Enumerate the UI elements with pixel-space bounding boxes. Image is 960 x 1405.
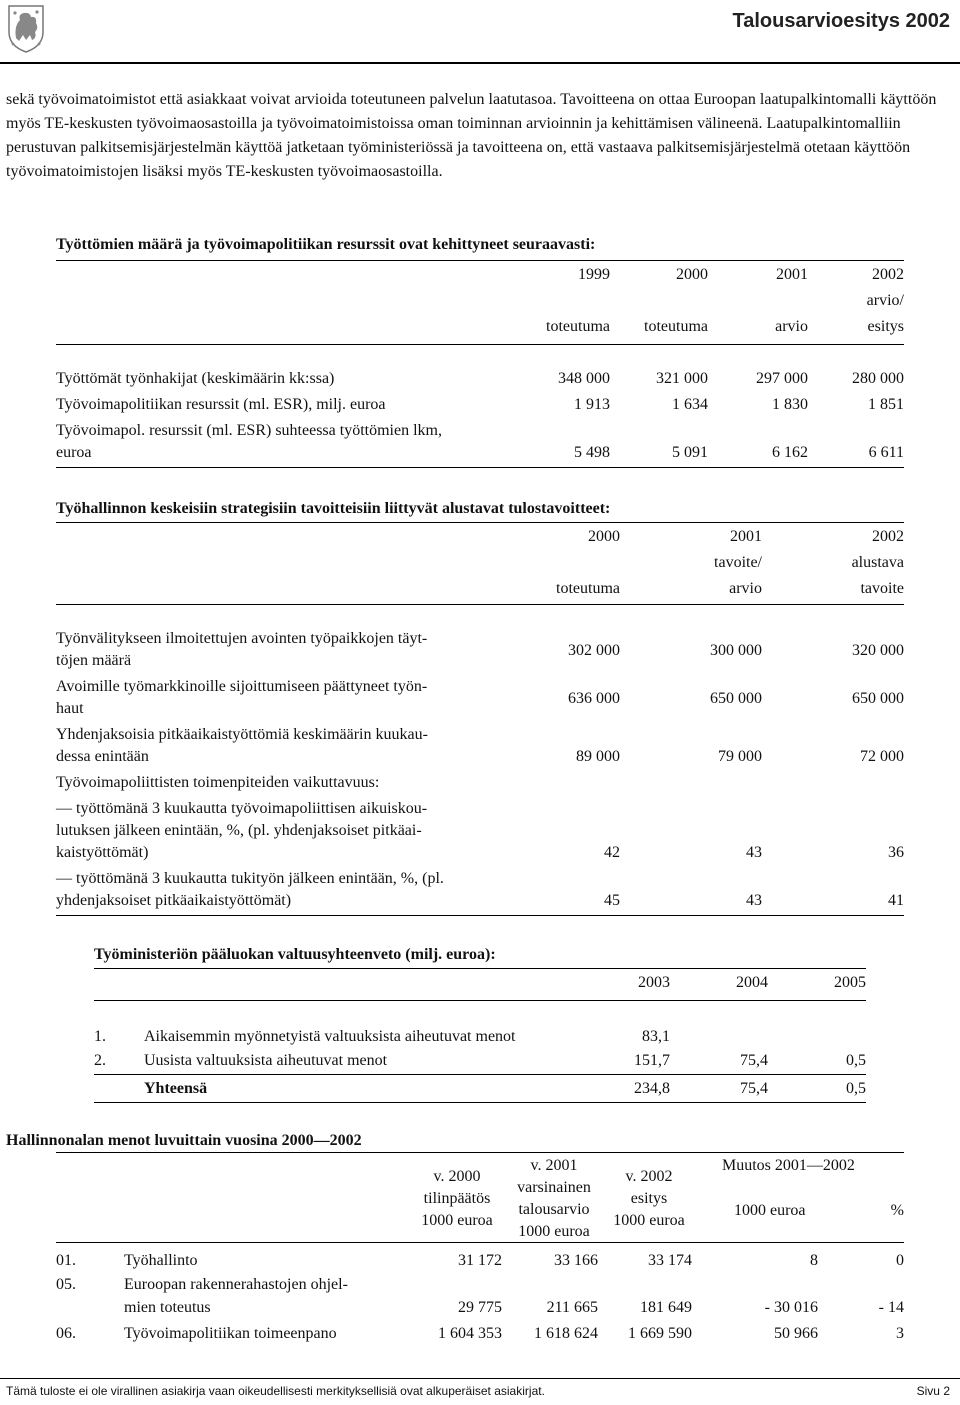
- table2-title: Työhallinnon keskeisiin strategisiin tavoitteisiin liittyvät alustavat tulostavoitteet:: [56, 500, 611, 517]
- table4-col2-line4: 1000 euroa: [518, 1223, 590, 1240]
- table1-title: Työttömien määrä ja työvoimapolitiikan resurssit ovat kehittyneet seuraavasti:: [56, 236, 596, 253]
- table2-row2-v3: 650 000: [852, 690, 904, 707]
- table1-row3-label: Työvoimapol. resurssit (ml. ESR) suhteessa työttömien lkm,: [56, 422, 442, 439]
- table3-header-rule: [94, 1000, 866, 1001]
- table2-sub1-2001: tavoite/: [714, 554, 762, 571]
- table1-top-rule: [56, 260, 904, 261]
- table3-total-v3: 0,5: [846, 1080, 866, 1097]
- table1-year-2001: 2001: [776, 266, 808, 283]
- table4-row1-v5: 0: [896, 1252, 904, 1269]
- table3-row1-num: 1.: [94, 1028, 106, 1045]
- table3-row2-v3: 0,5: [846, 1052, 866, 1069]
- table4-row3-v1: 1 604 353: [438, 1325, 502, 1342]
- table4-row2-v4: - 30 016: [764, 1299, 818, 1316]
- table3-year-2003: 2003: [638, 974, 670, 991]
- table2-row3-v2: 79 000: [718, 748, 762, 765]
- table1-row1-v3: 297 000: [756, 370, 808, 387]
- table2-effect2-v3: 41: [888, 892, 904, 909]
- table3-bottom-rule: [94, 1102, 866, 1103]
- table2-row1-v3: 320 000: [852, 642, 904, 659]
- footer-rule: [0, 1378, 960, 1379]
- table2-row3-v1: 89 000: [576, 748, 620, 765]
- table2-row1-label2: töjen määrä: [56, 652, 132, 669]
- table2-row1-label: Työnvälitykseen ilmoitettujen avointen työpaikkojen täyt-: [56, 630, 428, 647]
- table4-col3-line2: esitys: [630, 1190, 668, 1207]
- footer-disclaimer: Tämä tuloste ei ole virallinen asiakirja vaan oikeudellisesti merkityksellisiä ovat alkuperäiset asiakirjat.: [6, 1384, 545, 1398]
- table1-year-2002: 2002: [872, 266, 904, 283]
- table4-col2-line2: varsinainen: [517, 1179, 591, 1196]
- table3-row2-num: 2.: [94, 1052, 106, 1069]
- table4-row1-v3: 33 174: [648, 1252, 692, 1269]
- table4-row2-v5: - 14: [878, 1299, 904, 1316]
- table1-header-rule: [56, 344, 904, 345]
- table2-row3-label2: dessa enintään: [56, 748, 149, 765]
- table2-effect1-line1: — työttömänä 3 kuukautta työvoimapoliittisen aikuiskou-: [56, 800, 428, 817]
- table3-top-rule: [94, 968, 866, 969]
- table1-row2-v3: 1 830: [772, 396, 808, 413]
- table1-row1-v1: 348 000: [558, 370, 610, 387]
- table3-row1-v1: 83,1: [642, 1028, 670, 1045]
- table3-year-2005: 2005: [834, 974, 866, 991]
- table4-row2-v1: 29 775: [458, 1299, 502, 1316]
- table2-effect1-v2: 43: [746, 844, 762, 861]
- table4-change-header: Muutos 2001—2002: [722, 1157, 855, 1174]
- table2-row2-label: Avoimille työmarkkinoille sijoittumiseen päättyneet työn-: [56, 678, 428, 695]
- table2-effect1-line3: kaistyöttömät): [56, 844, 149, 861]
- table2-row2-v2: 650 000: [710, 690, 762, 707]
- table1-row2-v4: 1 851: [868, 396, 904, 413]
- table2-sub2-2002: tavoite: [860, 580, 904, 597]
- table4-col1-line1: v. 2000: [433, 1168, 481, 1185]
- table2-row3-v3: 72 000: [860, 748, 904, 765]
- table2-year-2001: 2001: [730, 528, 762, 545]
- table3-row2-v1: 151,7: [634, 1052, 670, 1069]
- table3-total-v1: 234,8: [634, 1080, 670, 1097]
- table3-total-rule: [94, 1074, 866, 1075]
- table1-row1-v4: 280 000: [852, 370, 904, 387]
- table2-effect2-line2: yhdenjaksoiset pitkäaikaistyöttömät): [56, 892, 292, 909]
- table1-row2-v2: 1 634: [672, 396, 708, 413]
- table3-row2-v2: 75,4: [740, 1052, 768, 1069]
- table3-row1-label: Aikaisemmin myönnetyistä valtuuksista aiheutuvat menot: [144, 1028, 516, 1045]
- table2-effect1-v1: 42: [604, 844, 620, 861]
- table1-row1-label: Työttömät työnhakijat (keskimäärin kk:ssa): [56, 370, 335, 387]
- table4-col1-line3: 1000 euroa: [421, 1212, 493, 1229]
- table1-year-2000: 2000: [676, 266, 708, 283]
- table4-row2-label2: mien toteutus: [124, 1299, 211, 1316]
- table2-effect1-v3: 36: [888, 844, 904, 861]
- table4-col2-line1: v. 2001: [530, 1157, 578, 1174]
- table4-col3-line1: v. 2002: [625, 1168, 673, 1185]
- table1-row3-v4: 6 611: [868, 444, 904, 461]
- table4-title: Hallinnonalan menot luvuittain vuosina 2000—2002: [6, 1132, 362, 1149]
- table4-row1-num: 01.: [56, 1252, 76, 1269]
- table2-effect-heading: Työvoimapoliittisten toimenpiteiden vaikuttavuus:: [56, 774, 380, 791]
- table4-col2-line3: talousarvio: [518, 1201, 590, 1218]
- table2-effect2-v1: 45: [604, 892, 620, 909]
- table2-effect1-line2: lutuksen jälkeen enintään, %, (pl. yhdenjaksoiset pitkäai-: [56, 822, 422, 839]
- table4-row1-v2: 33 166: [554, 1252, 598, 1269]
- table1-row3-label2: euroa: [56, 444, 92, 461]
- table4-row2-label: Euroopan rakennerahastojen ohjel-: [124, 1276, 348, 1293]
- table1-sub2-2002: esitys: [867, 318, 904, 335]
- table4-row1-label: Työhallinto: [124, 1252, 198, 1269]
- table3-year-2004: 2004: [736, 974, 768, 991]
- table1-sub2-1999: toteutuma: [546, 318, 610, 335]
- table2-header-rule: [56, 604, 904, 605]
- table2-year-2000: 2000: [588, 528, 620, 545]
- table4-change-sub-euro: 1000 euroa: [734, 1202, 806, 1219]
- table4-row3-v3: 1 669 590: [628, 1325, 692, 1342]
- table4-change-sub-pct: %: [890, 1202, 904, 1219]
- table4-row1-v1: 31 172: [458, 1252, 502, 1269]
- body-paragraph: [6, 88, 956, 184]
- table2-top-rule: [56, 522, 904, 523]
- table4-col3-header: [604, 1166, 694, 1232]
- table1-bottom-rule: [56, 467, 904, 468]
- table4-row3-label: Työvoimapolitiikan toimeenpano: [124, 1325, 337, 1342]
- table1-row3-v1: 5 498: [574, 444, 610, 461]
- table1-sub2-2000: toteutuma: [644, 318, 708, 335]
- coat-of-arms-lion-icon: [6, 4, 46, 54]
- table4-col2-header: [506, 1155, 602, 1243]
- body-text: sekä työvoimatoimistot että asiakkaat voivat arvioida toteutuneen palvelun laatutasoa. Tavoitteena on ottaa Euroopan laatupalkintomalli käyttöön myös TE-keskusten työvoimaosastoilla ja työvoimatoimistoissa oman toiminnan arvioinnin ja kehittämisen välineenä. Laatupalkintomalliin perustuvan palkitsemisjärjestelmän käyttöä jatketaan työministeriössä ja tavoitteena on, että vastaava palkitsemisjärjestelmä otetaan käyttöön työvoimatoimistojen lisäksi myös TE-keskusten työvoimaosastoilla.: [6, 91, 937, 180]
- table4-row3-v4: 50 966: [774, 1325, 818, 1342]
- table4-row2-v2: 211 665: [546, 1299, 598, 1316]
- table4-header-rule: [56, 1242, 904, 1243]
- table1-row2-v1: 1 913: [574, 396, 610, 413]
- table2-bottom-rule: [56, 915, 904, 916]
- table2-row1-v1: 302 000: [568, 642, 620, 659]
- table4-col3-line3: 1000 euroa: [613, 1212, 685, 1229]
- table2-sub2-2000: toteutuma: [556, 580, 620, 597]
- table4-col1-header: [410, 1166, 504, 1232]
- table2-sub1-2002: alustava: [851, 554, 904, 571]
- table1-row3-v2: 5 091: [672, 444, 708, 461]
- table1-sub2-2001: arvio: [775, 318, 808, 335]
- table1-year-1999: 1999: [578, 266, 610, 283]
- table1-row2-label: Työvoimapolitiikan resurssit (ml. ESR), milj. euroa: [56, 396, 386, 413]
- table3-row2-label: Uusista valtuuksista aiheutuvat menot: [144, 1052, 388, 1069]
- table1-sub1-2002: arvio/: [866, 292, 904, 309]
- table3-title: Työministeriön pääluokan valtuusyhteenveto (milj. euroa):: [94, 946, 496, 963]
- table2-row3-label: Yhdenjaksoisia pitkäaikaistyöttömiä keskimäärin kuukau-: [56, 726, 428, 743]
- table3-total-label: Yhteensä: [144, 1080, 208, 1097]
- table4-col1-line2: tilinpäätös: [423, 1190, 491, 1207]
- table4-row2-num: 05.: [56, 1276, 76, 1293]
- table1-row1-v2: 321 000: [656, 370, 708, 387]
- table2-row1-v2: 300 000: [710, 642, 762, 659]
- table4-top-rule: [56, 1152, 904, 1153]
- table4-row3-v5: 3: [896, 1325, 904, 1342]
- document-title: Talousarvioesitys 2002: [732, 10, 950, 32]
- table4-row2-v3: 181 649: [640, 1299, 692, 1316]
- table2-sub2-2001: arvio: [729, 580, 762, 597]
- page-number: Sivu 2: [916, 1384, 950, 1398]
- table4-row3-v2: 1 618 624: [534, 1325, 598, 1342]
- header-rule: [0, 62, 960, 64]
- table4-row3-num: 06.: [56, 1325, 76, 1342]
- table4-row1-v4: 8: [810, 1252, 818, 1269]
- table2-effect2-v2: 43: [746, 892, 762, 909]
- table2-row2-label2: haut: [56, 700, 84, 717]
- table2-effect2-line1: — työttömänä 3 kuukautta tukityön jälkeen enintään, %, (pl.: [56, 870, 444, 887]
- table3-total-v2: 75,4: [740, 1080, 768, 1097]
- table2-year-2002: 2002: [872, 528, 904, 545]
- table1-row3-v3: 6 162: [772, 444, 808, 461]
- table2-row2-v1: 636 000: [568, 690, 620, 707]
